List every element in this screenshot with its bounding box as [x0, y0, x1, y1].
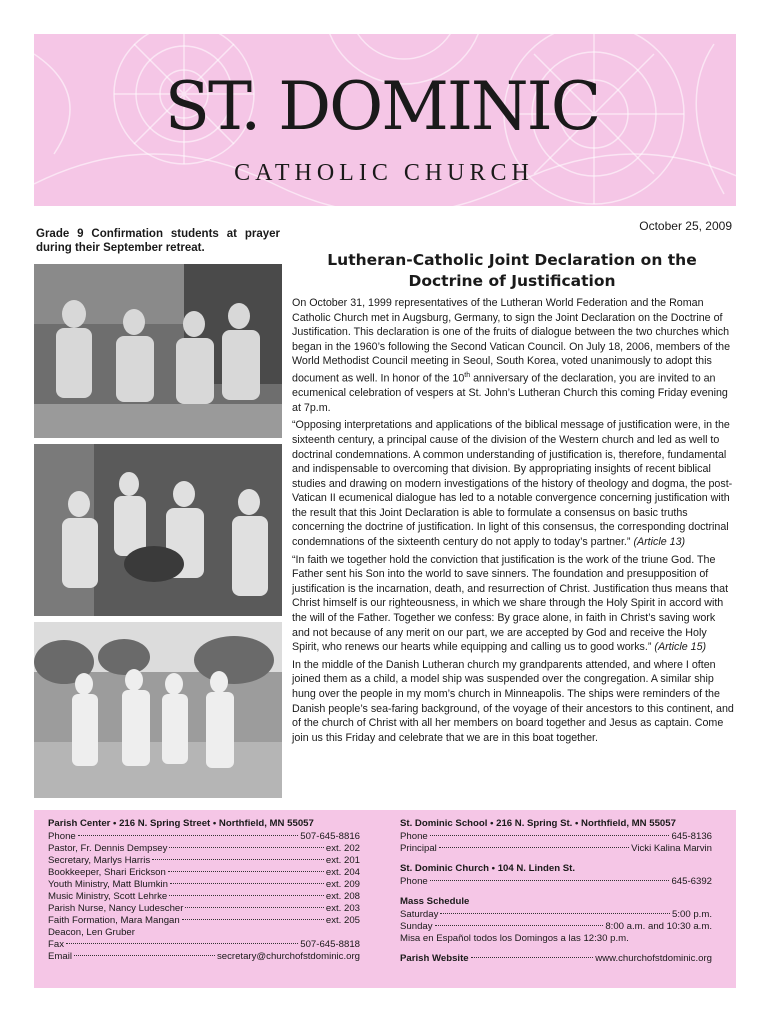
school-heading: St. Dominic School • 216 N. Spring St. • Northfield, MN 55057 [400, 818, 676, 829]
article-headline [292, 250, 732, 292]
article-paragraph-2: “Opposing interpretations and applications of the biblical message of justification were, in the sixteenth century, a principal cause of the division of the Western church and led as well to doctrinal condemnations. A common understanding of justification is, therefore, fundamental and indispensable to overcoming that division. By appropriating insights of recent biblical studies and drawing on modern investigations of the history of theology and dogma, the post-Vatican II ecumenical dialogue has led to a notable convergence concerning justification with the result that this Joint Declaration is able to formulate a consensus on basic truths concerning the doctrine of justification. In light of this consensus, the corresponding doctrinal condemnations of the sixteenth century do not apply to today’s partner.” (Article 13) [292, 419, 733, 549]
issue-date: October 25, 2009 [639, 219, 732, 233]
directory-row: Phone 507-645-8816 [48, 831, 360, 842]
directory-row: Sunday 8:00 a.m. and 10:30 a.m. [400, 921, 712, 932]
mass-schedule-heading: Mass Schedule [400, 896, 470, 907]
directory-row: Phone 645-8136 [400, 831, 712, 842]
church-heading: St. Dominic Church • 104 N. Linden St. [400, 863, 576, 874]
church-name-subtitle: CATHOLIC CHURCH [234, 160, 534, 186]
website-link[interactable]: www.churchofstdominic.org [595, 953, 712, 964]
directory-row: Parish Nurse, Nancy Ludescher ext. 203 [48, 903, 360, 914]
directory-row-email: Email secretary@churchofstdominic.org [48, 951, 360, 962]
headline-line-1: Lutheran-Catholic Joint Declaration on the [327, 251, 697, 269]
parish-directory [34, 810, 736, 988]
directory-row: Bookkeeper, Shari Erickson ext. 204 [48, 867, 360, 878]
parish-center-column [48, 818, 360, 963]
parish-website-row: Parish Website www.churchofstdominic.org [400, 953, 712, 964]
parish-center-heading: Parish Center • 216 N. Spring Street • Northfield, MN 55057 [48, 818, 314, 829]
article-paragraph-4: In the middle of the Danish Lutheran church my grandparents attended, and where I often joined them as a child, a model ship was suspended over the congregation. A similar ship hung over the people in my mom’s church in Minneapolis. The ships were reminders of the Danish people’s sea-faring background, of the voyage of their ancestors to this continent, and of the church of Christ with all her members on board together and Jesus as captain. Come join us this Friday and celebrate that we are in this boat together. [292, 658, 734, 744]
directory-row: Saturday 5:00 p.m. [400, 909, 712, 920]
article-body [292, 296, 734, 748]
directory-row: Pastor, Fr. Dennis Dempsey ext. 202 [48, 843, 360, 854]
school-church-column [400, 818, 712, 965]
retreat-photo-1 [34, 264, 282, 438]
directory-row: Deacon, Len Gruber [48, 927, 135, 938]
article-paragraph-3: “In faith we together hold the conviction that justification is the work of the triune God. The Father sent his Son into the world to save sinners. The foundation and presupposition of justification is the incarnation, death, and resurrection of Christ. Justification thus means that Christ himself is our righteousness, in which we share through the Holy Spirit in accord with the will of the Father. Together we confess: By grace alone, in faith in Christ’s saving work and not because of any merit on our part, we are accepted by God and receive the Holy Spirit, who renews our hearts while equipping and calling us to good works.” (Article 15) [292, 553, 729, 654]
headline-line-2: Doctrine of Justification [408, 272, 616, 290]
directory-row: Secretary, Marlys Harris ext. 201 [48, 855, 360, 866]
church-name-title: ST. DOMINIC [164, 68, 600, 145]
spanish-mass-note: Misa en Español todos los Domingos a las 12:30 p.m. [400, 933, 629, 944]
retreat-photo-2 [34, 444, 282, 616]
directory-row: Faith Formation, Mara Mangan ext. 205 [48, 915, 360, 926]
directory-row: Youth Ministry, Matt Blumkin ext. 209 [48, 879, 360, 890]
directory-row: Fax 507-645-8818 [48, 939, 360, 950]
directory-row: Phone 645-6392 [400, 876, 712, 887]
email-link[interactable]: secretary@churchofstdominic.org [216, 951, 360, 962]
retreat-photo-3 [34, 622, 282, 798]
article-paragraph-1: On October 31, 1999 representatives of the Lutheran World Federation and the Roman Catholic Church met in Augsburg, Germany, to sign the Joint Declaration on the Doctrine of Justification. This declaration is one of the fruits of dialogue between the two churches which began in the 1960’s following the Second Vatican Council. On July 18, 2006, members of the World Methodist Council meeting in Seoul, South Korea, voted unanimously to adopt this document as well. In honor of the 10th anniversary of the declaration, you are invited to an ecumenical celebration of vespers at St. John’s Lutheran Church this coming Friday evening at 7p.m. [292, 297, 731, 414]
directory-row: Principal Vicki Kalina Marvin [400, 843, 712, 854]
masthead [34, 34, 736, 206]
directory-row: Music Ministry, Scott Lehrke ext. 208 [48, 891, 360, 902]
photo-caption: Grade 9 Confirmation students at prayer during their September retreat. [36, 228, 280, 254]
